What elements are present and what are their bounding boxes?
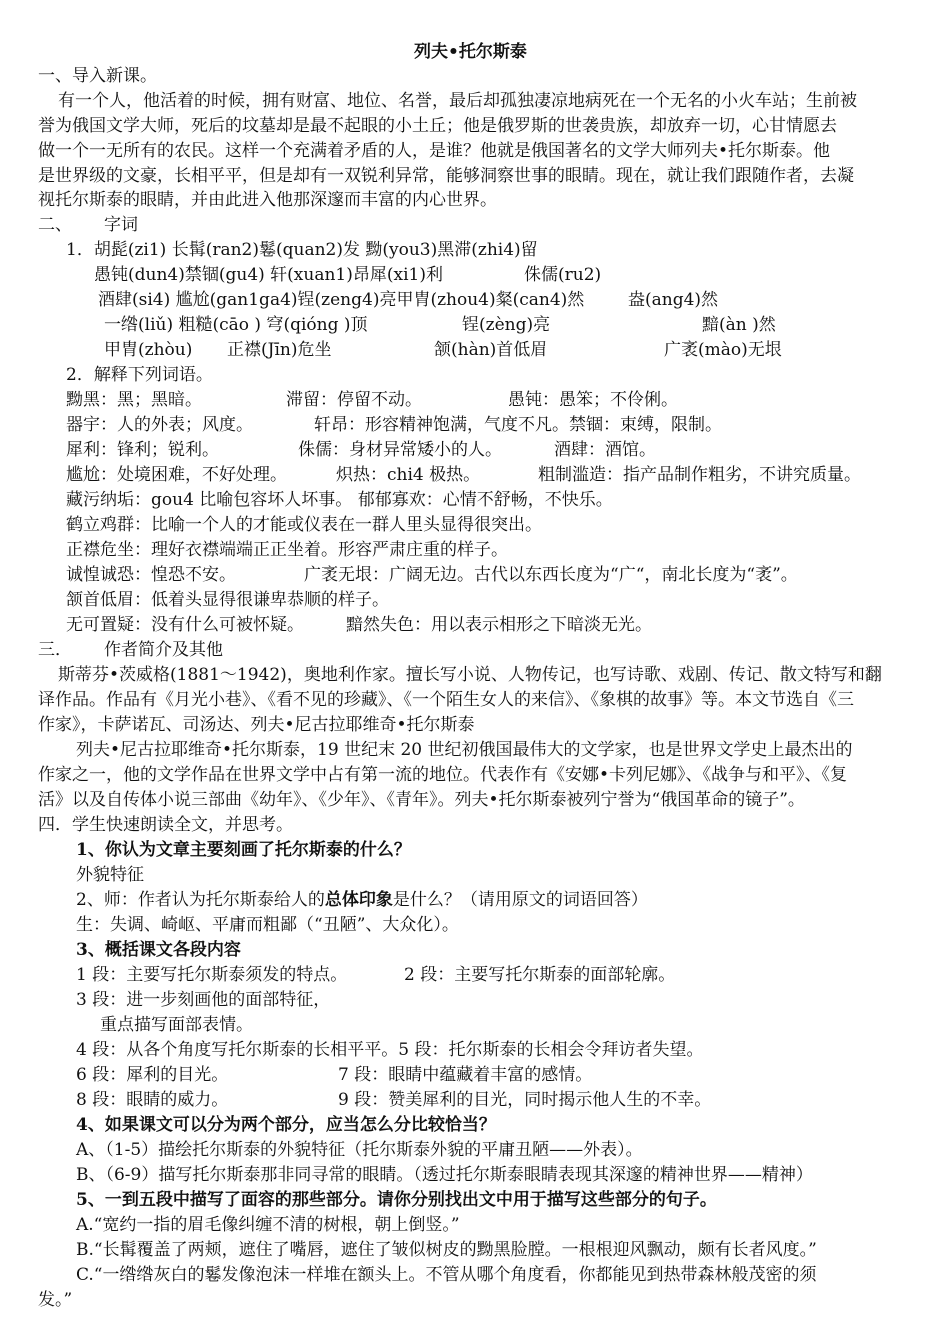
definition-3b: 侏儒：身材异常矮小的人。 [298,440,502,460]
summary-para-9: 9 段：赞美犀利的目光，同时揭示他人生的不幸。 [338,1090,712,1110]
definition-10b: 黯然失色：用以表示相形之下暗淡无光。 [346,615,652,635]
intro-line-2: 誉为俄国文学大师，死后的坟墓却是最不起眼的小土丘；他是俄罗斯的世袭贵族，却放弃一切，心甘情愿去 [38,116,837,136]
definition-4b: 炽热：chi4 极热。 [336,465,481,485]
answer-4a: A、（1-5）描绘托尔斯泰的外貌特征（托尔斯泰外貌的平庸丑陋——外表）。 [76,1140,643,1160]
vocab-row-2a: 愚钝(dun4)禁锢(gu4) 轩(xuan1)昂犀(xi1)利 [94,265,443,285]
vocab-row-4a: 一绺(liǔ) 粗糙(cāo ) 穹(qióng )顶 [104,315,368,335]
intro-line-1: 有一个人，他活着的时候，拥有财富、地位、名誉，最后却孤独凄凉地病死在一个无名的小火车站；生前被 [58,91,857,111]
answer-5c-line-2: 发。” [38,1290,73,1310]
intro-line-4: 是世界级的文豪，长相平平，但是却有一双锐利异常，能够洞察世事的眼睛。现在，就让我们跟随作者，去凝 [38,166,854,186]
section-1-heading: 一、导入新课。 [38,66,157,86]
vocab-row-5c: 颔(hàn)首低眉 [434,340,548,360]
definition-1a: 黝黑：黑；黑暗。 [66,390,202,410]
intro-line-5: 视托尔斯泰的眼睛，并由此进入他那深邃而丰富的内心世界。 [38,190,497,210]
author-line-1: 斯蒂芬•茨威格(1881～1942)，奥地利作家。擅长写小说、人物传记，也写诗歌、戏剧、传记、散文特写和翻 [58,665,882,685]
vocab-row-4b: 锃(zèng)亮 [462,315,551,335]
definition-8a: 诚惶诚恐：惶恐不安。 [66,565,236,585]
question-4: 4、如果课文可以分为两个部分，应当怎么分比较恰当？ [76,1115,496,1135]
vocab-row-4c: 黯(àn )然 [702,315,776,335]
section-4-heading: 四．学生快速朗读全文，并思考。 [38,815,293,835]
definition-3a: 犀利：锋利；锐利。 [66,440,219,460]
question-2-keyword: 总体印象 [324,890,393,910]
vocab-row-3b: 盎(ang4)然 [628,290,719,310]
vocab-row-3a: 酒肆(si4) 尴尬(gan1ga4)锃(zeng4)亮甲胄(zhou4)粲(can4)然 [98,290,585,310]
question-2 [76,888,648,913]
summary-para-3: 3 段：进一步刻画他的面部特征， [76,990,331,1010]
answer-5a: A.“宽约一指的眉毛像纠缠不清的树根，朝上倒竖。” [76,1215,460,1235]
definition-2b: 轩昂：形容精神饱满，气度不凡。禁锢：束缚，限制。 [314,415,722,435]
definition-5: 藏污纳垢：gou4 比喻包容坏人坏事。 郁郁寡欢：心情不舒畅，不快乐。 [66,490,613,510]
tolstoy-line-1: 列夫•尼古拉耶维奇•托尔斯泰，19 世纪末 20 世纪初俄国最伟大的文学家，也是世界文学史上最杰出的 [76,740,853,760]
summary-para-4-5: 4 段：从各个角度写托尔斯泰的长相平平。5 段：托尔斯泰的长相会令拜访者失望。 [76,1040,704,1060]
definition-10a: 无可置疑：没有什么可被怀疑。 [66,615,304,635]
author-line-3: 作家》，卡萨诺瓦、司汤达、列夫•尼古拉耶维奇•托尔斯泰 [38,715,475,735]
question-3: 3、概括课文各段内容 [76,940,241,960]
definition-4c: 粗制滥造：指产品制作粗劣，不讲究质量。 [538,465,861,485]
section-3-number: 三． [38,640,72,660]
question-2-suffix: 是什么？（请用原文的词语回答） [392,890,648,910]
definition-8b: 广袤无垠：广阔无边。古代以东西长度为“广“，南北长度为“袤”。 [304,565,798,585]
definition-9: 颔首低眉：低着头显得很谦卑恭顺的样子。 [66,590,389,610]
definition-1c: 愚钝：愚笨；不伶俐。 [508,390,678,410]
answer-5b: B.“长髯覆盖了两颊，遮住了嘴唇，遮住了皱似树皮的黝黑脸膛。一根根迎风飘动，颇有长者风度。” [76,1240,817,1260]
vocab-row-5a: 甲胄(zhòu) [104,340,193,360]
intro-line-3: 做一个一无所有的农民。这样一个充满着矛盾的人，是谁？他就是俄国著名的文学大师列夫•托尔斯泰。他 [38,141,831,161]
document-title: 列夫•托尔斯泰 [414,42,527,62]
author-line-2: 译作品。作品有《月光小巷》、《看不见的珍藏》、《一个陌生女人的来信》、《象棋的故事》等。本文节选自《三 [38,690,854,710]
answer-4b: B、（6-9）描写托尔斯泰那非同寻常的眼睛。（透过托尔斯泰眼睛表现其深邃的精神世界——精神） [76,1165,813,1185]
question-2-prefix: 2、师：作者认为托尔斯泰给人的 [76,890,325,910]
question-1: 1、你认为文章主要刻画了托尔斯泰的什么？ [76,840,411,860]
summary-para-6: 6 段：犀利的目光。 [76,1065,229,1085]
answer-2: 生：失调、崎岖、平庸而粗鄙（“丑陋”、大众化）。 [76,915,459,935]
vocab-row-2b: 侏儒(ru2) [524,265,602,285]
question-5: 5、一到五段中描写了面容的那些部分。请你分别找出文中用于描写这些部分的句子。 [76,1190,717,1210]
vocab-question-2: 2．解释下列词语。 [66,365,213,385]
vocab-question-1: 1．胡髭(zi1) 长髯(ran2)鬈(quan2)发 黝(you3)黑滞(zhi4)留 [66,240,538,260]
section-2-number: 二、 [38,215,72,235]
answer-1: 外貌特征 [76,865,144,885]
section-2-heading: 字词 [104,215,138,235]
definition-6: 鹤立鸡群：比喻一个人的才能或仪表在一群人里头显得很突出。 [66,515,542,535]
tolstoy-line-3: 活》以及自传体小说三部曲《幼年》、《少年》、《青年》。列夫•托尔斯泰被列宁誉为“俄国革命的镜子”。 [38,790,805,810]
summary-para-2: 2 段：主要写托尔斯泰的面部轮廓。 [404,965,676,985]
summary-para-7: 7 段：眼睛中蕴藏着丰富的感情。 [338,1065,593,1085]
definition-1b: 滞留：停留不动。 [286,390,422,410]
summary-para-1: 1 段：主要写托尔斯泰须发的特点。 [76,965,348,985]
vocab-row-5d: 广袤(mào)无垠 [664,340,782,360]
answer-5c-line-1: C.“一绺绺灰白的鬈发像泡沫一样堆在额头上。不管从哪个角度看，你都能见到热带森林般茂密的须 [76,1265,817,1285]
definition-2a: 器宇：人的外表；风度。 [66,415,253,435]
section-3-heading: 作者简介及其他 [104,640,223,660]
summary-para-3-cont: 重点描写面部表情。 [100,1015,253,1035]
tolstoy-line-2: 作家之一，他的文学作品在世界文学中占有第一流的地位。代表作有《安娜•卡列尼娜》、《战争与和平》、《复 [38,765,848,785]
summary-para-8: 8 段：眼睛的威力。 [76,1090,229,1110]
definition-3c: 酒肆：酒馆。 [554,440,656,460]
definition-4a: 尴尬：处境困难，不好处理。 [66,465,287,485]
vocab-row-5b: 正襟(Jīn)危坐 [227,340,332,360]
definition-7: 正襟危坐：理好衣襟端端正正坐着。形容严肃庄重的样子。 [66,540,508,560]
